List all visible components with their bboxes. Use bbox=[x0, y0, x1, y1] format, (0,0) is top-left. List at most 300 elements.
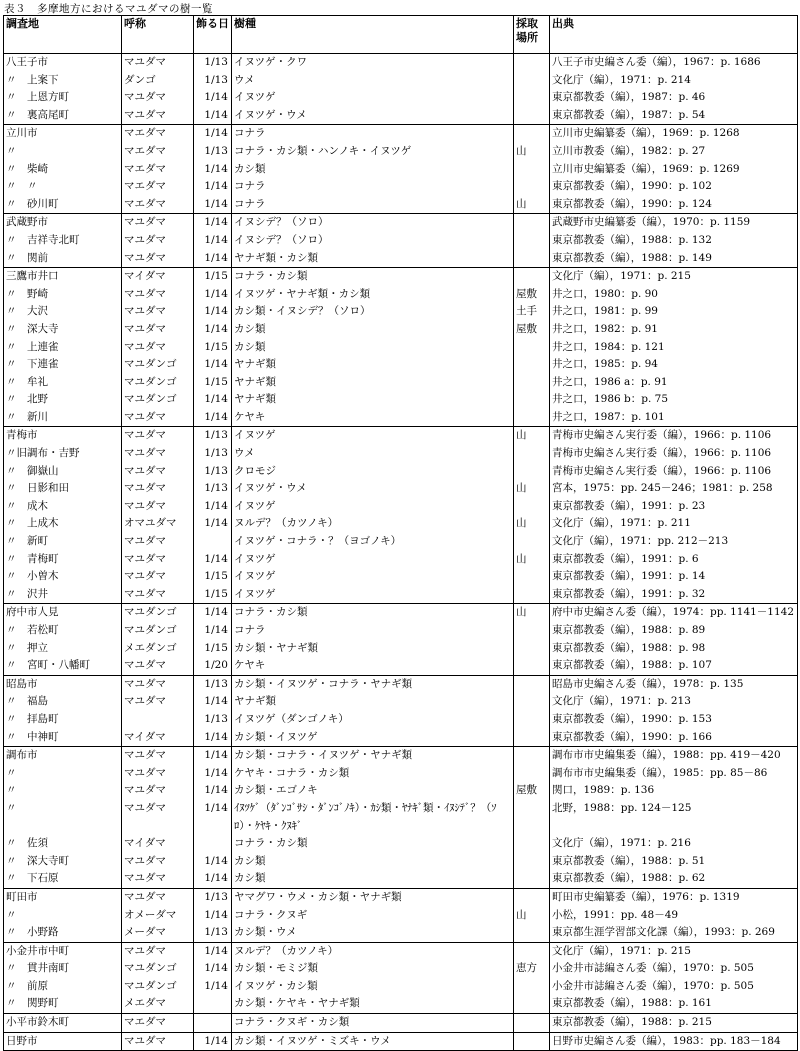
cell-name: マユダマ bbox=[122, 232, 194, 250]
cell-source: 井之口，1984：p. 121 bbox=[550, 339, 798, 357]
cell-tree: イヌツゲ・カシ類 bbox=[232, 978, 514, 996]
table-row bbox=[4, 445, 798, 463]
cell-day: 1/15 bbox=[194, 568, 232, 586]
table-row bbox=[4, 924, 798, 942]
cell-name: マユダマ bbox=[122, 303, 194, 321]
cell-collect bbox=[514, 250, 550, 268]
cell-source: 東京都生涯学習部文化課（編），1993：p. 269 bbox=[550, 924, 798, 942]
cell-day: 1/14 bbox=[194, 303, 232, 321]
cell-location: 〃 bbox=[4, 907, 122, 925]
cell-source: 東京都教委（編），1990：p. 102 bbox=[550, 178, 798, 196]
cell-location: 〃 新町 bbox=[4, 533, 122, 551]
cell-collect bbox=[514, 89, 550, 107]
cell-location: 〃 牟礼 bbox=[4, 374, 122, 392]
cell-tree: カシ類・ウメ bbox=[232, 924, 514, 942]
cell-source: 立川市史編纂委（編），1969：p. 1268 bbox=[550, 125, 798, 143]
table-row bbox=[4, 161, 798, 179]
cell-collect bbox=[514, 72, 550, 90]
cell-day: 1/14 bbox=[194, 800, 232, 835]
cell-location: 〃 下石原 bbox=[4, 870, 122, 888]
cell-source: 井之口，1982：p. 91 bbox=[550, 321, 798, 339]
cell-collect bbox=[514, 693, 550, 711]
cell-collect bbox=[514, 995, 550, 1013]
cell-location: 〃 宮町・八幡町 bbox=[4, 657, 122, 675]
cell-name: マユダマ bbox=[122, 339, 194, 357]
cell-location: 〃 深大寺町 bbox=[4, 853, 122, 871]
cell-location: 〃 大沢 bbox=[4, 303, 122, 321]
cell-name: マユダマ bbox=[122, 321, 194, 339]
table-row bbox=[4, 391, 798, 409]
cell-tree: イヌツゲ・ウメ bbox=[232, 480, 514, 498]
cell-collect: 山 bbox=[514, 515, 550, 533]
cell-source: 文化庁（編），1971：pp. 212－213 bbox=[550, 533, 798, 551]
cell-name: マエダマ bbox=[122, 1014, 194, 1033]
cell-name: マユダマ bbox=[122, 675, 194, 693]
cell-name: マユダマ bbox=[122, 89, 194, 107]
cell-location: 〃 関野町 bbox=[4, 995, 122, 1013]
cell-tree: ヤナギ類 bbox=[232, 391, 514, 409]
cell-source: 東京都教委（編），1991：p. 32 bbox=[550, 586, 798, 604]
cell-day: 1/14 bbox=[194, 391, 232, 409]
cell-tree: イヌツゲ（ダンゴノキ） bbox=[232, 711, 514, 729]
cell-source: 北野，1988：pp. 124－125 bbox=[550, 800, 798, 835]
cell-collect: 屋敷 bbox=[514, 321, 550, 339]
table-row bbox=[4, 72, 798, 90]
cell-location: 〃 関前 bbox=[4, 250, 122, 268]
cell-source: 東京都教委（編），1987：p. 46 bbox=[550, 89, 798, 107]
cell-source: 文化庁（編），1971：p. 211 bbox=[550, 515, 798, 533]
table-row bbox=[4, 870, 798, 888]
cell-name: マユダマ bbox=[122, 286, 194, 304]
cell-tree: イヌツゲ bbox=[232, 427, 514, 445]
table-row bbox=[4, 568, 798, 586]
cell-name: マエダマ bbox=[122, 196, 194, 214]
cell-location: 〃 吉祥寺北町 bbox=[4, 232, 122, 250]
cell-location: 〃 沢井 bbox=[4, 586, 122, 604]
cell-name: マユダンゴ bbox=[122, 604, 194, 622]
cell-day: 1/14 bbox=[194, 125, 232, 143]
table-row bbox=[4, 143, 798, 161]
cell-source: 東京都教委（編），1991：p. 14 bbox=[550, 568, 798, 586]
cell-tree: ヤナギ類 bbox=[232, 356, 514, 374]
cell-collect: 屋敷 bbox=[514, 782, 550, 800]
cell-location: 〃 bbox=[4, 143, 122, 161]
cell-source: 東京都教委（編），1988：p. 98 bbox=[550, 640, 798, 658]
cell-source: 調布市市史編集委（編），1985：pp. 85－86 bbox=[550, 765, 798, 783]
table-row bbox=[4, 835, 798, 853]
cell-location: 小平市鈴木町 bbox=[4, 1014, 122, 1033]
cell-day: 1/13 bbox=[194, 924, 232, 942]
cell-tree: イヌツゲ・ヤナギ類・カシ類 bbox=[232, 286, 514, 304]
cell-location: 〃 柴崎 bbox=[4, 161, 122, 179]
cell-source: 東京都教委（編），1988：p. 132 bbox=[550, 232, 798, 250]
table-row bbox=[4, 463, 798, 481]
cell-location: 〃 〃 bbox=[4, 178, 122, 196]
cell-day: 1/14 bbox=[194, 89, 232, 107]
cell-tree: コナラ bbox=[232, 125, 514, 143]
table-row bbox=[4, 657, 798, 675]
cell-name: マユダンゴ bbox=[122, 960, 194, 978]
table-row bbox=[4, 640, 798, 658]
table-row bbox=[4, 232, 798, 250]
cell-tree: イヌツゲ・コナラ・？（ヨゴノキ） bbox=[232, 533, 514, 551]
cell-tree: イヌツゲ bbox=[232, 551, 514, 569]
table-row bbox=[4, 622, 798, 640]
table-row bbox=[4, 675, 798, 693]
cell-tree: ヤナギ類・カシ類 bbox=[232, 250, 514, 268]
cell-day bbox=[194, 835, 232, 853]
cell-day: 1/14 bbox=[194, 498, 232, 516]
cell-name: マユダマ bbox=[122, 657, 194, 675]
cell-location: 武蔵野市 bbox=[4, 214, 122, 232]
cell-day: 1/13 bbox=[194, 463, 232, 481]
cell-name: マユダンゴ bbox=[122, 978, 194, 996]
cell-source: 立川市史編纂委（編），1969：p. 1269 bbox=[550, 161, 798, 179]
cell-source: 文化庁（編），1971：p. 216 bbox=[550, 835, 798, 853]
cell-collect bbox=[514, 729, 550, 747]
cell-day: 1/14 bbox=[194, 161, 232, 179]
table-row bbox=[4, 888, 798, 906]
cell-day: 1/14 bbox=[194, 907, 232, 925]
cell-tree: カシ類・イヌツゲ・コナラ・ヤナギ類 bbox=[232, 675, 514, 693]
cell-location: 〃 bbox=[4, 765, 122, 783]
cell-name: マユダマ bbox=[122, 533, 194, 551]
table-row bbox=[4, 480, 798, 498]
cell-collect: 山 bbox=[514, 427, 550, 445]
cell-source: 東京都教委（編），1991：p. 6 bbox=[550, 551, 798, 569]
cell-source: 東京都教委（編），1988：p. 51 bbox=[550, 853, 798, 871]
cell-collect bbox=[514, 374, 550, 392]
cell-source: 井之口，1985：p. 94 bbox=[550, 356, 798, 374]
table-row bbox=[4, 551, 798, 569]
cell-tree: コナラ bbox=[232, 196, 514, 214]
cell-location: 〃 日影和田 bbox=[4, 480, 122, 498]
table-row bbox=[4, 693, 798, 711]
cell-source: 青梅市史編さん実行委（編），1966：p. 1106 bbox=[550, 463, 798, 481]
cell-source: 東京都教委（編），1988：p. 107 bbox=[550, 657, 798, 675]
cell-tree: イヌツゲ bbox=[232, 89, 514, 107]
cell-day: 1/14 bbox=[194, 870, 232, 888]
cell-collect bbox=[514, 747, 550, 765]
cell-location: 〃 砂川町 bbox=[4, 196, 122, 214]
cell-name: マユダマ bbox=[122, 568, 194, 586]
cell-collect bbox=[514, 765, 550, 783]
cell-day: 1/14 bbox=[194, 693, 232, 711]
cell-day: 1/13 bbox=[194, 143, 232, 161]
cell-source: 昭島市史編さん委（編），1978：p. 135 bbox=[550, 675, 798, 693]
cell-name: マユダンゴ bbox=[122, 356, 194, 374]
cell-name: マユダマ bbox=[122, 54, 194, 72]
cell-name: マユダマ bbox=[122, 480, 194, 498]
cell-source: 町田市史編纂委（編），1976：p. 1319 bbox=[550, 888, 798, 906]
cell-location: 〃 深大寺 bbox=[4, 321, 122, 339]
cell-source: 井之口，1987：p. 101 bbox=[550, 409, 798, 427]
cell-collect bbox=[514, 339, 550, 357]
cell-source: 東京都教委（編），1991：p. 23 bbox=[550, 498, 798, 516]
cell-name: マユダマ bbox=[122, 693, 194, 711]
table-row bbox=[4, 178, 798, 196]
cell-source: 小金井市誌編さん委（編），1970：p. 505 bbox=[550, 960, 798, 978]
header-row bbox=[4, 16, 798, 54]
cell-tree: ケヤキ bbox=[232, 657, 514, 675]
cell-source: 東京都教委（編），1987：p. 54 bbox=[550, 107, 798, 125]
cell-source: 東京都教委（編），1988：p. 62 bbox=[550, 870, 798, 888]
header-name: 呼称 bbox=[122, 16, 194, 54]
cell-tree: カシ類・ヤナギ類 bbox=[232, 640, 514, 658]
cell-collect bbox=[514, 800, 550, 835]
cell-location: 〃 上成木 bbox=[4, 515, 122, 533]
cell-location: 〃旧調布・吉野 bbox=[4, 445, 122, 463]
cell-collect bbox=[514, 1032, 550, 1051]
cell-collect bbox=[514, 178, 550, 196]
cell-name: マエダマ bbox=[122, 161, 194, 179]
cell-name: マユダマ bbox=[122, 551, 194, 569]
cell-day: 1/13 bbox=[194, 427, 232, 445]
cell-name: ダンゴ bbox=[122, 72, 194, 90]
cell-day: 1/13 bbox=[194, 54, 232, 72]
cell-name: マユダマ bbox=[122, 214, 194, 232]
header-day: 飾る日 bbox=[194, 16, 232, 54]
cell-location: 〃 新川 bbox=[4, 409, 122, 427]
table-row bbox=[4, 747, 798, 765]
cell-location: 三鷹市井口 bbox=[4, 268, 122, 286]
table-row bbox=[4, 214, 798, 232]
cell-tree: コナラ・カシ類・ハンノキ・イヌツゲ bbox=[232, 143, 514, 161]
cell-collect bbox=[514, 463, 550, 481]
cell-collect: 山 bbox=[514, 907, 550, 925]
cell-day: 1/14 bbox=[194, 286, 232, 304]
cell-day: 1/14 bbox=[194, 250, 232, 268]
table-row bbox=[4, 782, 798, 800]
cell-location: 〃 福島 bbox=[4, 693, 122, 711]
cell-day: 1/14 bbox=[194, 765, 232, 783]
cell-collect bbox=[514, 125, 550, 143]
cell-tree: カシ類・モミジ類 bbox=[232, 960, 514, 978]
cell-collect bbox=[514, 586, 550, 604]
cell-location: 〃 野崎 bbox=[4, 286, 122, 304]
cell-day: 1/14 bbox=[194, 960, 232, 978]
cell-location: 〃 上案下 bbox=[4, 72, 122, 90]
cell-source: 青梅市史編さん実行委（編），1966：p. 1106 bbox=[550, 445, 798, 463]
cell-day: 1/14 bbox=[194, 604, 232, 622]
cell-location: 日野市 bbox=[4, 1032, 122, 1051]
cell-day: 1/15 bbox=[194, 586, 232, 604]
cell-name: マユダマ bbox=[122, 107, 194, 125]
cell-source: 日野市史編さん委（編），1983：pp. 183－184 bbox=[550, 1032, 798, 1051]
cell-source: 東京都教委（編），1988：p. 215 bbox=[550, 1014, 798, 1033]
cell-tree: カシ類 bbox=[232, 161, 514, 179]
table-row bbox=[4, 800, 798, 835]
cell-name: マユダマ bbox=[122, 888, 194, 906]
table-row bbox=[4, 303, 798, 321]
cell-tree: ヌルデ？（カツノキ） bbox=[232, 515, 514, 533]
cell-tree: コナラ bbox=[232, 622, 514, 640]
cell-name: マイダマ bbox=[122, 729, 194, 747]
cell-day: 1/13 bbox=[194, 888, 232, 906]
cell-name: マエダマ bbox=[122, 178, 194, 196]
cell-location: 〃 前原 bbox=[4, 978, 122, 996]
cell-tree: ケヤキ・コナラ・カシ類 bbox=[232, 765, 514, 783]
cell-name: メエダマ bbox=[122, 995, 194, 1013]
cell-location: 〃 押立 bbox=[4, 640, 122, 658]
table-row bbox=[4, 409, 798, 427]
header-source: 出典 bbox=[550, 16, 798, 54]
cell-tree: コナラ・クヌギ・カシ類 bbox=[232, 1014, 514, 1033]
cell-tree: ケヤキ bbox=[232, 409, 514, 427]
cell-day: 1/14 bbox=[194, 729, 232, 747]
cell-name: マエダマ bbox=[122, 125, 194, 143]
cell-source: 八王子市史編さん委（編），1967：p. 1686 bbox=[550, 54, 798, 72]
cell-location: 〃 小野路 bbox=[4, 924, 122, 942]
cell-collect bbox=[514, 391, 550, 409]
table-row bbox=[4, 1032, 798, 1051]
cell-location: 〃 裏高尾町 bbox=[4, 107, 122, 125]
cell-name bbox=[122, 711, 194, 729]
cell-location: 〃 bbox=[4, 800, 122, 835]
cell-source: 小松，1991：pp. 48－49 bbox=[550, 907, 798, 925]
cell-tree: カシ類 bbox=[232, 321, 514, 339]
cell-tree: ウメ bbox=[232, 445, 514, 463]
cell-name: マイダマ bbox=[122, 268, 194, 286]
table-row bbox=[4, 498, 798, 516]
cell-source: 井之口，1986 b：p. 75 bbox=[550, 391, 798, 409]
cell-tree: ヌルデ？（カツノキ） bbox=[232, 942, 514, 960]
cell-day: 1/14 bbox=[194, 178, 232, 196]
cell-tree: カシ類・コナラ・イヌツゲ・ヤナギ類 bbox=[232, 747, 514, 765]
cell-tree: カシ類 bbox=[232, 339, 514, 357]
cell-day: 1/14 bbox=[194, 747, 232, 765]
cell-location: 〃 佐須 bbox=[4, 835, 122, 853]
cell-day: 1/20 bbox=[194, 657, 232, 675]
cell-collect bbox=[514, 445, 550, 463]
table-row bbox=[4, 89, 798, 107]
cell-name: メーダマ bbox=[122, 924, 194, 942]
cell-name: マユダマ bbox=[122, 1032, 194, 1051]
table-row bbox=[4, 125, 798, 143]
cell-day: 1/14 bbox=[194, 853, 232, 871]
cell-name: マユダンゴ bbox=[122, 391, 194, 409]
cell-day: 1/13 bbox=[194, 480, 232, 498]
table-row bbox=[4, 339, 798, 357]
cell-collect: 屋敷 bbox=[514, 286, 550, 304]
table-row bbox=[4, 1014, 798, 1033]
cell-day: 1/13 bbox=[194, 675, 232, 693]
cell-name: マユダンゴ bbox=[122, 374, 194, 392]
cell-source: 青梅市史編さん実行委（編），1966：p. 1106 bbox=[550, 427, 798, 445]
cell-tree: ウメ bbox=[232, 72, 514, 90]
cell-day: 1/14 bbox=[194, 978, 232, 996]
cell-collect: 山 bbox=[514, 480, 550, 498]
cell-source: 東京都教委（編），1988：p. 149 bbox=[550, 250, 798, 268]
cell-day: 1/15 bbox=[194, 268, 232, 286]
cell-day: 1/14 bbox=[194, 782, 232, 800]
cell-name: マユダマ bbox=[122, 747, 194, 765]
cell-collect bbox=[514, 870, 550, 888]
cell-name: マユダンゴ bbox=[122, 622, 194, 640]
cell-name: オメーダマ bbox=[122, 907, 194, 925]
mayudama-tree-table bbox=[3, 15, 798, 1051]
table-row bbox=[4, 995, 798, 1013]
cell-location: 〃 若松町 bbox=[4, 622, 122, 640]
cell-tree: カシ類・イヌシデ？（ソロ） bbox=[232, 303, 514, 321]
cell-day: 1/14 bbox=[194, 196, 232, 214]
table-row bbox=[4, 942, 798, 960]
table-row bbox=[4, 54, 798, 72]
cell-collect bbox=[514, 214, 550, 232]
cell-source: 井之口，1980：p. 90 bbox=[550, 286, 798, 304]
cell-collect bbox=[514, 1014, 550, 1033]
cell-location: 〃 貫井南町 bbox=[4, 960, 122, 978]
cell-collect bbox=[514, 107, 550, 125]
cell-location: 〃 青梅町 bbox=[4, 551, 122, 569]
cell-source: 井之口，1981：p. 99 bbox=[550, 303, 798, 321]
cell-tree: イヌシデ？（ソロ） bbox=[232, 214, 514, 232]
cell-name: オマユダマ bbox=[122, 515, 194, 533]
cell-source: 文化庁（編），1971：p. 215 bbox=[550, 942, 798, 960]
cell-location: 〃 bbox=[4, 782, 122, 800]
cell-day: 1/15 bbox=[194, 374, 232, 392]
cell-day: 1/14 bbox=[194, 1032, 232, 1051]
cell-collect: 山 bbox=[514, 143, 550, 161]
cell-name: マユダマ bbox=[122, 870, 194, 888]
cell-location: 〃 中神町 bbox=[4, 729, 122, 747]
cell-tree: ヤナギ類 bbox=[232, 693, 514, 711]
table-row bbox=[4, 729, 798, 747]
cell-collect bbox=[514, 232, 550, 250]
cell-name: メエダンゴ bbox=[122, 640, 194, 658]
cell-source: 関口，1989：p. 136 bbox=[550, 782, 798, 800]
cell-name: マユダマ bbox=[122, 853, 194, 871]
cell-name: マエダマ bbox=[122, 143, 194, 161]
cell-tree: イヌツゲ bbox=[232, 498, 514, 516]
cell-collect: 山 bbox=[514, 196, 550, 214]
cell-day: 1/14 bbox=[194, 551, 232, 569]
cell-tree: イヌツゲ・ウメ bbox=[232, 107, 514, 125]
header-location: 調査地 bbox=[4, 16, 122, 54]
cell-tree: カシ類・イヌツゲ bbox=[232, 729, 514, 747]
cell-name: マユダマ bbox=[122, 427, 194, 445]
cell-source: 東京都教委（編），1990：p. 166 bbox=[550, 729, 798, 747]
cell-day: 1/15 bbox=[194, 640, 232, 658]
cell-collect bbox=[514, 533, 550, 551]
table-row bbox=[4, 374, 798, 392]
cell-collect bbox=[514, 356, 550, 374]
cell-name: マユダマ bbox=[122, 782, 194, 800]
table-row bbox=[4, 586, 798, 604]
table-row bbox=[4, 268, 798, 286]
table-row bbox=[4, 515, 798, 533]
cell-source: 府中市史編さん委（編），1974：pp. 1141－1142 bbox=[550, 604, 798, 622]
cell-location: 〃 御嶽山 bbox=[4, 463, 122, 481]
cell-day: 1/13 bbox=[194, 445, 232, 463]
cell-day: 1/14 bbox=[194, 321, 232, 339]
cell-tree: イヌツゲ bbox=[232, 568, 514, 586]
cell-collect bbox=[514, 924, 550, 942]
table-row bbox=[4, 907, 798, 925]
cell-collect bbox=[514, 657, 550, 675]
cell-tree: コナラ・カシ類 bbox=[232, 268, 514, 286]
cell-tree: ｲﾇﾂｹﾞ（ﾀﾞﾝｺﾞｻｼ・ﾀﾞﾝｺﾞﾉｷ）・ｶｼ類・ﾔﾅｷﾞ類・ｲﾇｼﾃﾞ？（ｿﾛ）・ｹﾔｷ・ｸﾇｷﾞ bbox=[232, 800, 514, 835]
cell-location: 〃 上連雀 bbox=[4, 339, 122, 357]
cell-day bbox=[194, 995, 232, 1013]
cell-source: 武蔵野市史編纂委（編），1970：p. 1159 bbox=[550, 214, 798, 232]
cell-name: マユダマ bbox=[122, 765, 194, 783]
cell-collect bbox=[514, 161, 550, 179]
cell-collect: 土手 bbox=[514, 303, 550, 321]
cell-day: 1/14 bbox=[194, 942, 232, 960]
table-row bbox=[4, 765, 798, 783]
cell-collect bbox=[514, 268, 550, 286]
